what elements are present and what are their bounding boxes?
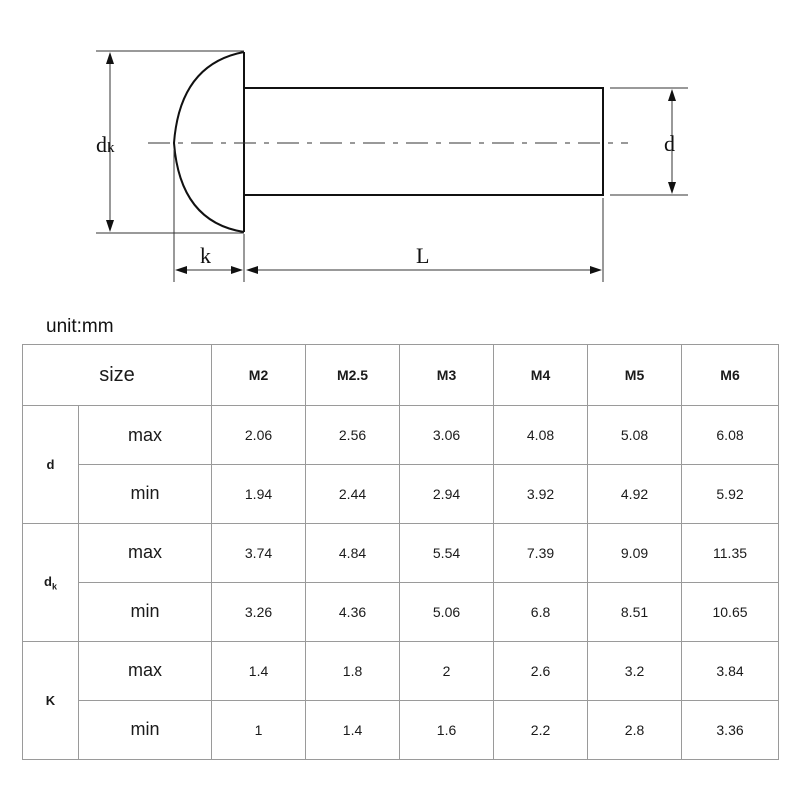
value-cell: 4.84 <box>306 523 400 582</box>
value-cell: 3.06 <box>400 406 494 465</box>
value-cell: 3.84 <box>682 641 779 700</box>
dk-arrow-top <box>106 52 114 64</box>
table-row <box>23 700 779 759</box>
group-label <box>23 641 79 759</box>
value-cell: 3.36 <box>682 700 779 759</box>
value-cell: 6.8 <box>494 582 588 641</box>
limit-label: max <box>79 641 212 700</box>
value-cell: 2.6 <box>494 641 588 700</box>
value-cell: 3.26 <box>212 582 306 641</box>
value-cell: 2 <box>400 641 494 700</box>
L-arrow-right <box>590 266 602 274</box>
value-cell: 1 <box>212 700 306 759</box>
value-cell: 1.6 <box>400 700 494 759</box>
value-cell: 2.2 <box>494 700 588 759</box>
value-cell: 4.36 <box>306 582 400 641</box>
column-header: M3 <box>400 345 494 406</box>
limit-label: min <box>79 582 212 641</box>
column-header: M4 <box>494 345 588 406</box>
value-cell: 2.56 <box>306 406 400 465</box>
value-cell: 5.54 <box>400 523 494 582</box>
value-cell: 5.08 <box>588 406 682 465</box>
value-cell: 4.92 <box>588 465 682 524</box>
k-arrow-right <box>231 266 243 274</box>
value-cell: 9.09 <box>588 523 682 582</box>
table-row <box>23 465 779 524</box>
group-label <box>23 523 79 641</box>
k-arrow-left <box>175 266 187 274</box>
value-cell: 5.92 <box>682 465 779 524</box>
column-header: M6 <box>682 345 779 406</box>
L-arrow-left <box>246 266 258 274</box>
d-arrow-top <box>668 89 676 101</box>
L-dimension-label: L <box>416 243 430 268</box>
value-cell: 10.65 <box>682 582 779 641</box>
value-cell: 4.08 <box>494 406 588 465</box>
value-cell: 2.8 <box>588 700 682 759</box>
column-header: M5 <box>588 345 682 406</box>
limit-label: max <box>79 406 212 465</box>
value-cell: 2.94 <box>400 465 494 524</box>
dk-dimension-label: dk <box>96 132 115 157</box>
limit-label: min <box>79 465 212 524</box>
value-cell: 1.4 <box>212 641 306 700</box>
value-cell: 3.74 <box>212 523 306 582</box>
value-cell: 1.8 <box>306 641 400 700</box>
table-row <box>23 406 779 465</box>
value-cell: 7.39 <box>494 523 588 582</box>
table-row <box>23 582 779 641</box>
group-label <box>23 406 79 524</box>
value-cell: 1.4 <box>306 700 400 759</box>
rivet-size-table <box>22 344 779 760</box>
rivet-head-outline <box>174 52 244 232</box>
value-cell: 5.06 <box>400 582 494 641</box>
k-dimension-label: k <box>200 243 211 268</box>
column-header: M2 <box>212 345 306 406</box>
value-cell: 11.35 <box>682 523 779 582</box>
table-row <box>23 641 779 700</box>
group-label-main: K <box>45 692 56 708</box>
rivet-shank-outline <box>244 88 603 195</box>
limit-label: max <box>79 523 212 582</box>
value-cell: 8.51 <box>588 582 682 641</box>
group-label-main: d <box>44 573 52 589</box>
table-body <box>23 345 779 760</box>
value-cell: 6.08 <box>682 406 779 465</box>
value-cell: 2.44 <box>306 465 400 524</box>
group-label-main: d <box>46 457 55 472</box>
unit-label: unit:mm <box>46 316 114 337</box>
table-row <box>23 523 779 582</box>
dk-arrow-bottom <box>106 220 114 232</box>
value-cell: 1.94 <box>212 465 306 524</box>
column-header: M2.5 <box>306 345 400 406</box>
header-row <box>23 345 779 406</box>
d-dimension-label: d <box>664 131 675 156</box>
rivet-technical-drawing <box>0 0 800 300</box>
d-arrow-bottom <box>668 182 676 194</box>
value-cell: 3.92 <box>494 465 588 524</box>
value-cell: 3.2 <box>588 641 682 700</box>
size-header: size <box>23 345 212 406</box>
group-label-subscript: k <box>51 581 57 592</box>
limit-label: min <box>79 700 212 759</box>
value-cell: 2.06 <box>212 406 306 465</box>
